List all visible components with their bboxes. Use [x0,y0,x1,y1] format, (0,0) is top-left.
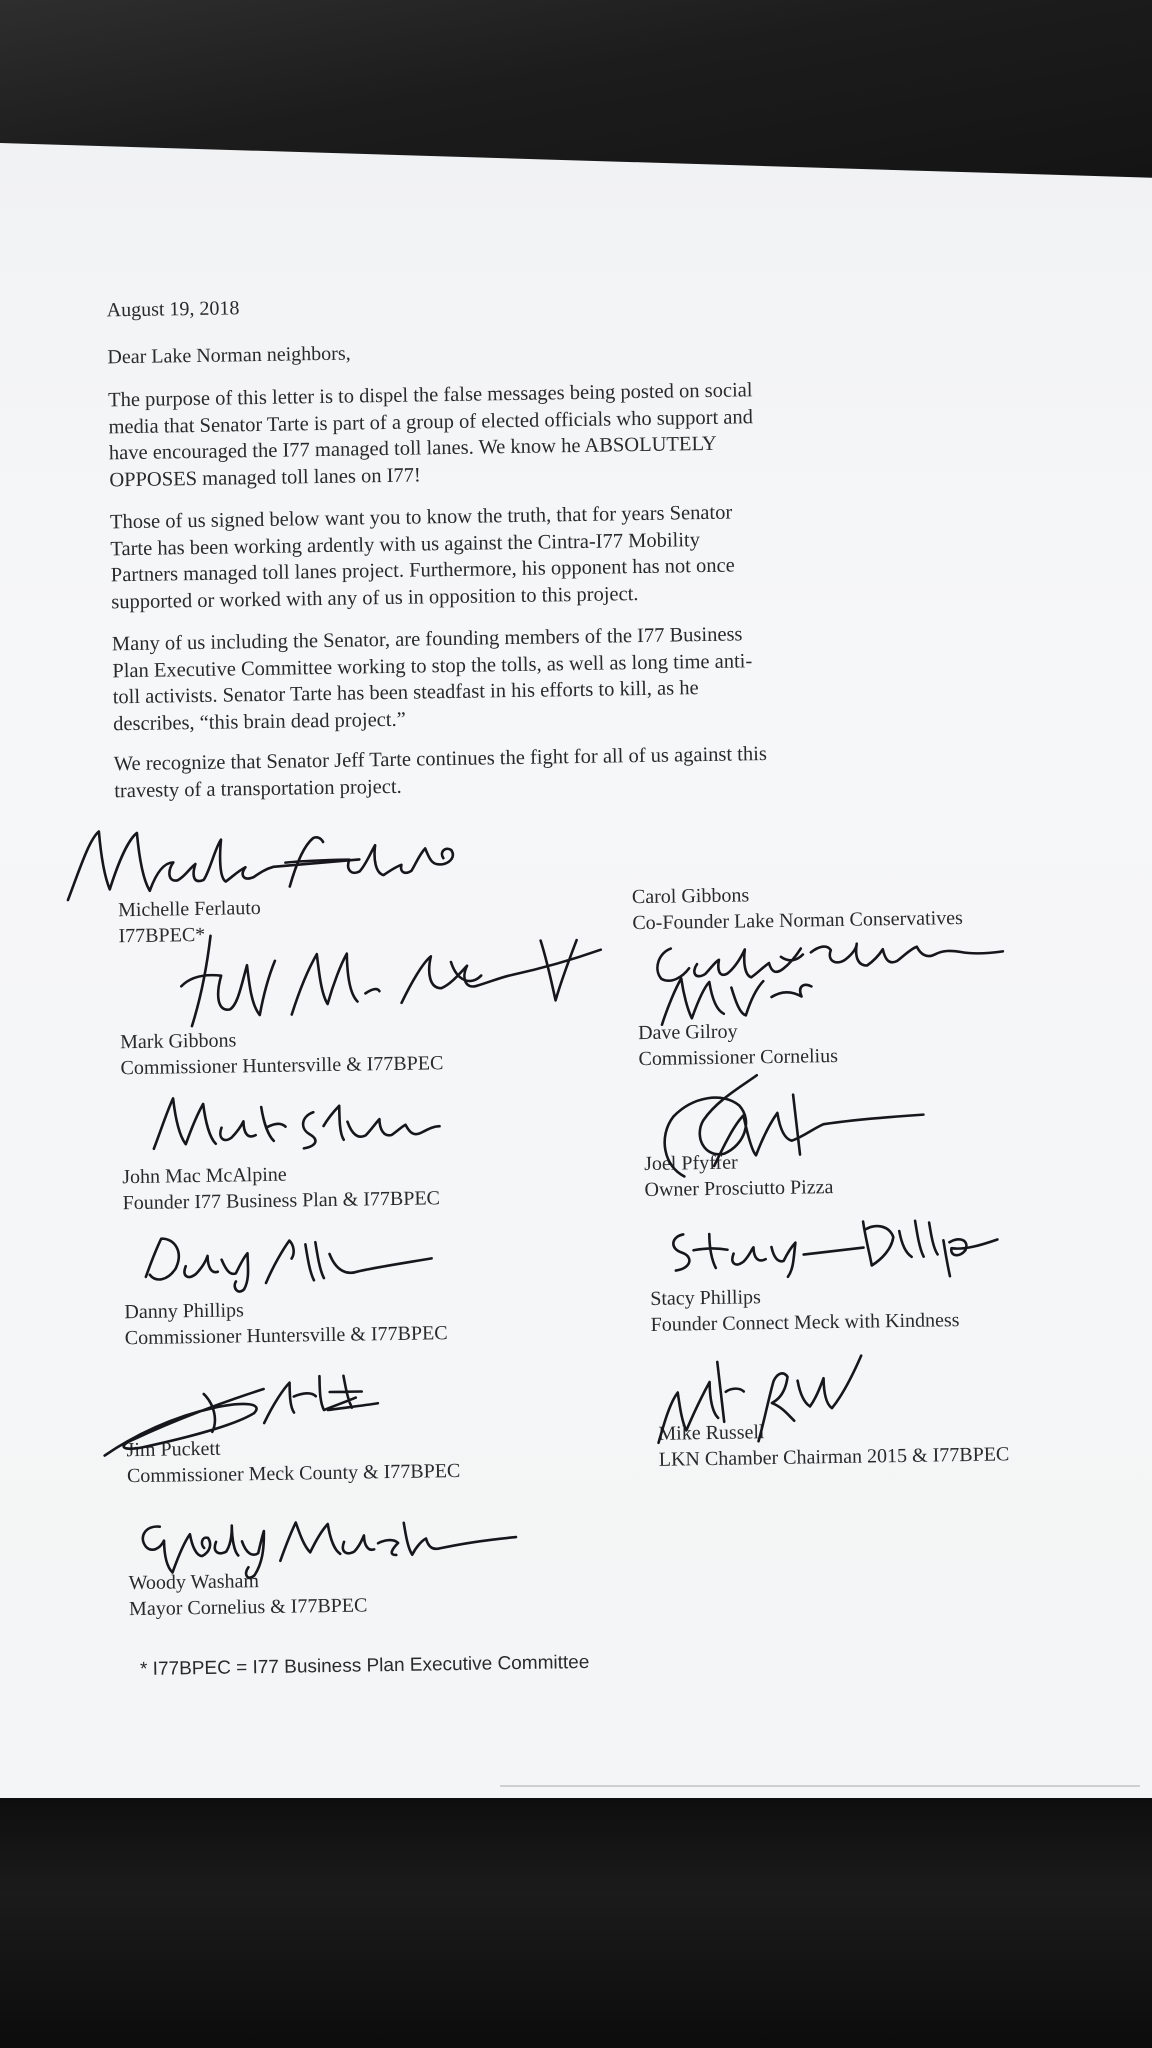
signatory-title: Owner Prosciutto Pizza [644,1176,834,1202]
signatory-name: Danny Phillips [124,1299,245,1324]
signature-woody-washam [119,1501,520,1587]
signature-mark-gibbons-1 [150,920,612,1047]
signatory-name: Jim Puckett [126,1437,221,1462]
signatory-name: Carol Gibbons [631,884,750,909]
paragraph-4: We recognize that Senator Jeff Tarte continues the fight for all of us against this travesty of a transportation project. [113,743,768,802]
signatory-name: Mark Gibbons [120,1029,237,1054]
signature-joel-pfyffer [643,1062,945,1187]
signature-danny-phillips [135,1222,436,1297]
signatory-name: Dave Gilroy [637,1020,738,1045]
signatory-name: Joel Pfyffer [643,1151,738,1176]
signatory-title: LKN Chamber Chairman 2015 & I77BPEC [658,1443,1010,1471]
paragraph-2: Those of us signed below want you to know the truth, that for years Senator Tarte has been working ardently with us against the Cintra-I77 Mobility Partners managed toll lanes project. Furthermore, his opponent has not once supported or worked with any of us in opposition to this project. [109,501,735,613]
signature-mike-russell [647,1349,879,1453]
signatory-title: Founder Connect Meck with Kindness [650,1309,960,1336]
signatory-title: Co-Founder Lake Norman Conservatives [632,906,963,935]
signature-mark-gibbons-2 [143,1084,444,1159]
signature-jim-puckett [93,1361,385,1466]
signatory-title: Commissioner Meck County & I77BPEC [126,1459,461,1488]
signature-carol-gibbons [630,923,1022,1039]
signatory-title: Commissioner Huntersville & I77BPEC [120,1052,444,1080]
signature-michelle-ferlauto [59,814,480,911]
signatory-title: Commissioner Huntersville & I77BPEC [124,1322,448,1350]
signatory-name: Michelle Ferlauto [117,897,261,922]
footnote: * I77BPEC = I77 Business Plan Executive Committee [139,1651,590,1681]
signatory-name: Mike Russell [658,1421,765,1445]
paragraph-1: The purpose of this letter is to dispel the false messages being posted on social media that Senator Tarte is part of a group of elected officials who support and have encouraged the I77 managed toll lanes. We know he ABSOLUTELY OPPOSES managed toll lanes on I77! [107,379,754,491]
signatory-title: Mayor Cornelius & I77BPEC [128,1594,368,1621]
signatory-title: I77BPEC* [118,923,206,948]
signatory-name: John Mac McAlpine [122,1163,287,1189]
signatory-title: Commissioner Cornelius [638,1044,839,1071]
signatory-name: Stacy Phillips [650,1286,762,1310]
signatory-name: Woody Washam [128,1570,260,1595]
signatory-title: Founder I77 Business Plan & I77BPEC [122,1187,441,1215]
paragraph-3: Many of us including the Senator, are founding members of the I77 Business Plan Executive Committee working to stop the tolls, as well as long time anti- toll activists. Senator Tarte has been steadfast in his efforts to kill, as he describes, “this brain dead project.” [111,623,753,735]
letter-date: August 19, 2018 [106,297,240,322]
letter-salutation: Dear Lake Norman neighbors, [107,342,351,369]
signature-stacy-phillips [653,1209,1004,1284]
